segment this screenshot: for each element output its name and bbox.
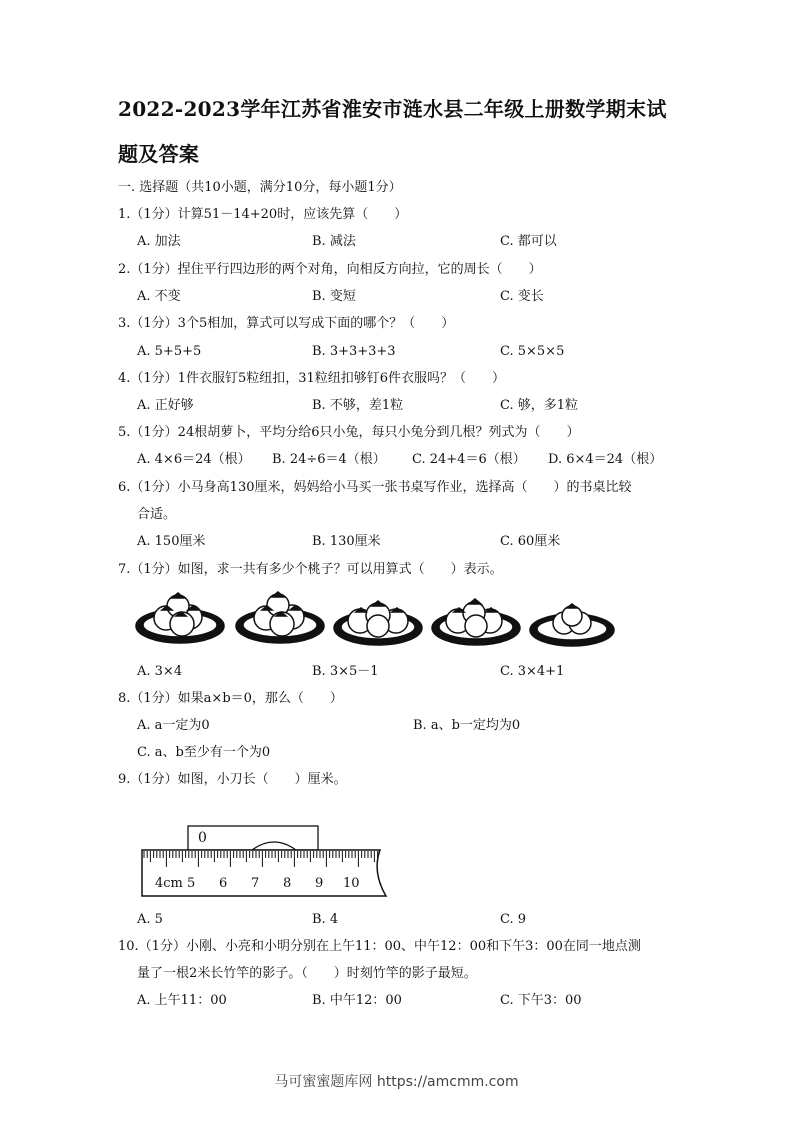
question-1-option-a: A. 加法	[137, 234, 181, 249]
ruler-label-6: 6	[219, 876, 228, 891]
ruler-label-8: 8	[283, 876, 292, 891]
knife-zero-label: 0	[198, 830, 207, 846]
question-10-stem-cont: 量了一根2米长竹竿的影子。（ ）时刻竹竿的影子最短。	[137, 966, 477, 981]
question-4-option-a: A. 正好够	[137, 398, 194, 413]
question-5-stem: 5.（1分）24根胡萝卜，平均分给6只小兔，每只小兔分到几根？列式为（ ）	[118, 425, 580, 440]
question-4-option-b: B. 不够，差1粒	[312, 398, 404, 413]
ruler-label-5: 5	[187, 876, 196, 891]
ruler-label-9: 9	[315, 876, 324, 891]
question-4-option-c: C. 够，多1粒	[500, 398, 579, 413]
question-2-stem: 2.（1分）捏住平行四边形的两个对角，向相反方向拉，它的周长（ ）	[118, 262, 542, 277]
document-title-line1: 2022-2023学年江苏省淮安市涟水县二年级上册数学期末试	[118, 97, 667, 121]
question-5-option-a: A. 4×6＝24（根）	[137, 452, 251, 467]
question-1-stem: 1.（1分）计算51－14+20时，应该先算（ ）	[118, 207, 408, 222]
question-8-option-c: C. a、b至少有一个为0	[137, 745, 271, 760]
ruler-label-10: 10	[343, 876, 360, 891]
question-8-option-a: A. a一定为0	[137, 718, 210, 733]
question-3-option-a: A. 5+5+5	[137, 344, 202, 359]
question-6-option-a: A. 150厘米	[137, 534, 206, 549]
question-8-stem: 8.（1分）如果a×b＝0，那么（ ）	[118, 691, 343, 706]
question-9-option-c: C. 9	[500, 912, 527, 927]
section-heading: 一. 选择题（共10小题，满分10分，每小题1分）	[118, 180, 402, 195]
question-7-stem: 7.（1分）如图，求一共有多少个桃子？可以用算式（ ）表示。	[118, 562, 503, 577]
question-7-option-a: A. 3×4	[137, 664, 183, 679]
question-6-stem: 6.（1分）小马身高130厘米，妈妈给小马买一张书桌写作业，选择高（ ）的书桌比较	[118, 480, 632, 495]
question-1-option-c: C. 都可以	[500, 234, 557, 249]
question-2-option-b: B. 变短	[312, 289, 356, 304]
question-6-stem-cont: 合适。	[137, 507, 177, 522]
question-10-option-c: C. 下午3：00	[500, 993, 582, 1008]
question-2-option-c: C. 变长	[500, 289, 544, 304]
footer-watermark: 马可蜜蜜题库网 https://amcmm.com	[274, 1074, 519, 1090]
question-7-option-c: C. 3×4+1	[500, 664, 565, 679]
ruler-figure	[136, 824, 396, 902]
question-8-option-b: B. a、b一定均为0	[413, 718, 521, 733]
ruler-label-7: 7	[251, 876, 260, 891]
question-4-stem: 4.（1分）1件衣服钉5粒纽扣，31粒纽扣够钉6件衣服吗？（ ）	[118, 371, 506, 386]
peach-plates-figure	[132, 586, 622, 648]
question-9-option-a: A. 5	[137, 912, 163, 927]
question-9-option-b: B. 4	[312, 912, 339, 927]
question-2-option-a: A. 不变	[137, 289, 181, 304]
question-3-option-b: B. 3+3+3+3	[312, 344, 396, 359]
question-10-option-a: A. 上午11：00	[137, 993, 227, 1008]
question-5-option-d: D. 6×4＝24（根）	[548, 452, 663, 467]
document-title-line2: 题及答案	[118, 142, 200, 166]
question-3-option-c: C. 5×5×5	[500, 344, 565, 359]
question-10-stem: 10.（1分）小刚、小亮和小明分别在上午11：00、中午12：00和下午3：00在同一地点测	[118, 939, 641, 954]
question-6-option-b: B. 130厘米	[312, 534, 381, 549]
question-9-stem: 9.（1分）如图，小刀长（ ）厘米。	[118, 772, 347, 787]
question-6-option-c: C. 60厘米	[500, 534, 561, 549]
ruler-label-4cm: 4cm	[155, 876, 183, 891]
question-5-option-b: B. 24÷6＝4（根）	[272, 452, 386, 467]
question-1-option-b: B. 减法	[312, 234, 356, 249]
question-3-stem: 3.（1分）3个5相加，算式可以写成下面的哪个？（ ）	[118, 316, 455, 331]
question-5-option-c: C. 24+4＝6（根）	[412, 452, 526, 467]
question-7-option-b: B. 3×5－1	[312, 664, 379, 679]
question-10-option-b: B. 中午12：00	[312, 993, 402, 1008]
